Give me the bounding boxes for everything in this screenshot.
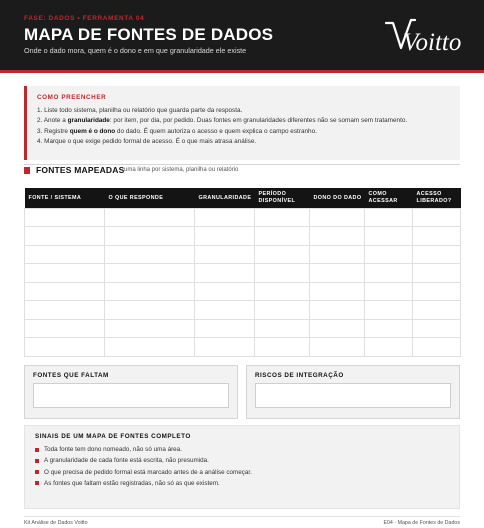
column-header: GRANULARIDADE — [195, 188, 255, 208]
logo-text: Voitto — [403, 29, 462, 56]
table-cell[interactable] — [195, 319, 255, 338]
table-cell[interactable] — [195, 208, 255, 227]
missing-sources-panel — [24, 365, 238, 419]
table-cell[interactable] — [365, 264, 413, 283]
table-cell[interactable] — [195, 301, 255, 320]
table-row — [25, 319, 461, 338]
table-cell[interactable] — [255, 301, 310, 320]
table-cell[interactable] — [310, 282, 365, 301]
table-cell[interactable] — [365, 301, 413, 320]
instruction-item: 1. Liste todo sistema, planilha ou relatório que guarda parte da resposta. — [37, 107, 243, 114]
table-cell[interactable] — [365, 208, 413, 227]
table-cell[interactable] — [365, 319, 413, 338]
instructions-list — [37, 106, 450, 147]
table-cell[interactable] — [105, 208, 195, 227]
table-cell[interactable] — [105, 282, 195, 301]
header-accent-stripe — [0, 70, 484, 73]
table-cell[interactable] — [310, 227, 365, 246]
footer-kit-name: Kit Análise de Dados Voitto — [24, 520, 88, 526]
instruction-item: 3. Registre quem é o dono do dado. É quem autoriza o acesso e quem explica o campo estranho. — [37, 127, 317, 135]
sources-note: uma linha por sistema, planilha ou relatório — [124, 167, 239, 173]
integration-risks-field[interactable] — [255, 383, 451, 408]
table-cell[interactable] — [195, 282, 255, 301]
table-cell[interactable] — [105, 264, 195, 283]
table-cell[interactable] — [413, 245, 461, 264]
missing-sources-field[interactable] — [33, 383, 229, 408]
table-header-row — [25, 188, 461, 208]
sources-heading: FONTES MAPEADAS — [36, 165, 125, 175]
instructions-panel — [24, 86, 460, 160]
bullet-icon — [35, 448, 39, 452]
integration-risks-title: RISCOS DE INTEGRAÇÃO — [255, 372, 344, 379]
table-cell[interactable] — [413, 227, 461, 246]
table-cell[interactable] — [25, 227, 105, 246]
missing-sources-title: FONTES QUE FALTAM — [33, 372, 109, 379]
table-cell[interactable] — [25, 319, 105, 338]
sources-table — [24, 188, 461, 357]
signals-list — [35, 444, 451, 489]
table-cell[interactable] — [413, 264, 461, 283]
table-cell[interactable] — [413, 319, 461, 338]
table-cell[interactable] — [413, 301, 461, 320]
table-cell[interactable] — [310, 319, 365, 338]
table-cell[interactable] — [25, 245, 105, 264]
column-header: FONTE / SISTEMA — [25, 188, 105, 208]
table-cell[interactable] — [25, 338, 105, 357]
bullet-icon — [35, 481, 39, 485]
table-cell[interactable] — [25, 208, 105, 227]
table-cell[interactable] — [105, 301, 195, 320]
column-header: O QUE RESPONDE — [105, 188, 195, 208]
completeness-signals-panel — [24, 425, 460, 509]
signal-item: Toda fonte tem dono nomeado, não só uma área. — [35, 444, 451, 455]
voitto-logo — [384, 16, 466, 58]
table-cell[interactable] — [310, 338, 365, 357]
signal-item: As fontes que faltam estão registradas, não só as que existem. — [35, 478, 451, 489]
instruction-item: 2. Anote a granularidade: por item, por dia, por pedido. Duas fontes em granularidades diferentes não se somam sem tratamento. — [37, 117, 408, 125]
table-cell[interactable] — [310, 264, 365, 283]
table-cell[interactable] — [310, 208, 365, 227]
table-cell[interactable] — [195, 245, 255, 264]
table-cell[interactable] — [413, 338, 461, 357]
table-cell[interactable] — [105, 245, 195, 264]
table-cell[interactable] — [413, 282, 461, 301]
section-marker — [24, 167, 30, 174]
table-cell[interactable] — [310, 301, 365, 320]
table-cell[interactable] — [25, 282, 105, 301]
instructions-title: COMO PREENCHER — [37, 94, 107, 101]
table-cell[interactable] — [255, 282, 310, 301]
column-header: PERÍODO DISPONÍVEL — [255, 188, 310, 208]
footer-divider — [24, 516, 460, 517]
table-cell[interactable] — [310, 245, 365, 264]
table-row — [25, 264, 461, 283]
table-row — [25, 282, 461, 301]
table-cell[interactable] — [255, 264, 310, 283]
integration-risks-panel — [246, 365, 460, 419]
column-header: DONO DO DADO — [310, 188, 365, 208]
table-row — [25, 208, 461, 227]
table-cell[interactable] — [255, 208, 310, 227]
table-cell[interactable] — [195, 227, 255, 246]
table-cell[interactable] — [255, 227, 310, 246]
table-cell[interactable] — [255, 245, 310, 264]
table-cell[interactable] — [25, 301, 105, 320]
footer-doc-id: E04 · Mapa de Fontes de Dados — [383, 520, 460, 526]
table-body — [25, 208, 461, 356]
table-cell[interactable] — [365, 338, 413, 357]
table-cell[interactable] — [195, 338, 255, 357]
table-cell[interactable] — [255, 319, 310, 338]
table-row — [25, 301, 461, 320]
column-header: ACESSO LIBERADO? — [413, 188, 461, 208]
column-header: COMO ACESSAR — [365, 188, 413, 208]
signals-title: SINAIS DE UM MAPA DE FONTES COMPLETO — [35, 433, 191, 440]
table-cell[interactable] — [413, 208, 461, 227]
table-cell[interactable] — [105, 338, 195, 357]
page-header — [0, 0, 484, 72]
table-cell[interactable] — [255, 338, 310, 357]
table-cell[interactable] — [25, 264, 105, 283]
bullet-icon — [35, 470, 39, 474]
bullet-icon — [35, 459, 39, 463]
signal-item: O que precisa de pedido formal está marcado antes de a análise começar. — [35, 467, 451, 478]
table-row — [25, 338, 461, 357]
signal-item: A granularidade de cada fonte está escrita, não presumida. — [35, 455, 451, 466]
table-cell[interactable] — [195, 264, 255, 283]
table-cell[interactable] — [365, 282, 413, 301]
table-cell[interactable] — [365, 245, 413, 264]
table-row — [25, 245, 461, 264]
table-cell[interactable] — [105, 319, 195, 338]
instruction-item: 4. Marque o que exige pedido formal de acesso. É o que mais atrasa análise. — [37, 137, 257, 145]
phase-eyebrow: FASE: DADOS • FERRAMENTA 04 — [24, 15, 145, 22]
page-subtitle: Onde o dado mora, quem é o dono e em que granularidade ele existe — [24, 46, 247, 55]
table-row — [25, 227, 461, 246]
page-title: MAPA DE FONTES DE DADOS — [24, 25, 274, 44]
table-cell[interactable] — [105, 227, 195, 246]
table-cell[interactable] — [365, 227, 413, 246]
